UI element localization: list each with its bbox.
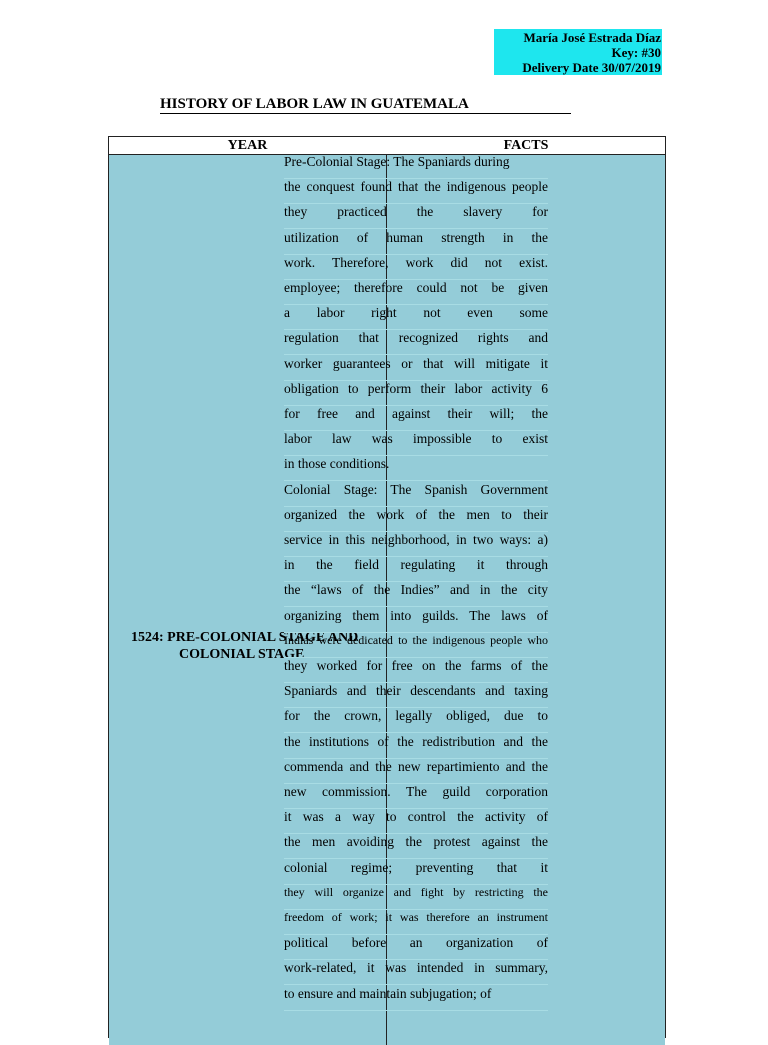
facts-line: Spaniards and their descendants and taxing <box>284 682 548 708</box>
facts-line: the “laws of the Indies” and in the city <box>284 581 548 607</box>
facts-line: they will organize and fight by restricting the <box>284 884 548 910</box>
facts-line: it was a way to control the activity of <box>284 808 548 834</box>
facts-line: for the crown, legally obliged, due to <box>284 707 548 733</box>
facts-line: work-related, it was intended in summary, <box>284 959 548 985</box>
page-title: HISTORY OF LABOR LAW IN GUATEMALA <box>160 96 571 114</box>
facts-line: utilization of human strength in the <box>284 229 548 255</box>
facts-line: the institutions of the redistribution and the <box>284 733 548 759</box>
facts-line: Indias were dedicated to the indigenous people who <box>284 632 548 658</box>
facts-line: for free and against their will; the <box>284 405 548 431</box>
facts-line: to ensure and maintain subjugation; of <box>284 985 548 1011</box>
facts-column-header: FACTS <box>503 138 549 153</box>
facts-line: regulation that recognized rights and <box>284 329 548 355</box>
author-name: María José Estrada Díaz <box>523 30 661 45</box>
facts-line: political before an organization of <box>284 934 548 960</box>
facts-line: the conquest found that the indigenous people <box>284 178 548 204</box>
facts-line: work. Therefore, work did not exist. <box>284 254 548 280</box>
facts-line: they practiced the slavery for <box>284 203 548 229</box>
facts-line: they worked for free on the farms of the <box>284 657 548 683</box>
facts-line: new commission. The guild corporation <box>284 783 548 809</box>
facts-line: worker guarantees or that will mitigate it <box>284 355 548 381</box>
student-key: Key: #30 <box>611 45 661 60</box>
facts-line: freedom of work; it was therefore an instrument <box>284 909 548 935</box>
facts-line: organized the work of the men to their <box>284 506 548 532</box>
facts-line: colonial regime; preventing that it <box>284 859 548 885</box>
facts-line: Colonial Stage: The Spanish Government <box>284 481 548 507</box>
facts-line: in the field regulating it through <box>284 556 548 582</box>
facts-line: in those conditions. <box>284 455 548 481</box>
year-column-header: YEAR <box>227 138 268 153</box>
facts-line: obligation to perform their labor activity 6 <box>284 380 548 406</box>
facts-line: employee; therefore could not be given <box>284 279 548 305</box>
facts-line: organizing them into guilds. The laws of <box>284 607 548 633</box>
facts-line: labor law was impossible to exist <box>284 430 548 456</box>
facts-line: commenda and the new repartimiento and the <box>284 758 548 784</box>
facts-line: Pre-Colonial Stage: The Spaniards during <box>284 153 548 179</box>
year-label-line1: 1524: PRE-COLONIAL STAGE AND <box>131 630 359 645</box>
delivery-date: Delivery Date 30/07/2019 <box>522 60 661 75</box>
year-label-line2: COLONIAL STAGE <box>179 647 305 662</box>
facts-line: service in this neighborhood, in two ways: a) <box>284 531 548 557</box>
facts-line: a labor right not even some <box>284 304 548 330</box>
facts-line: the men avoiding the protest against the <box>284 833 548 859</box>
